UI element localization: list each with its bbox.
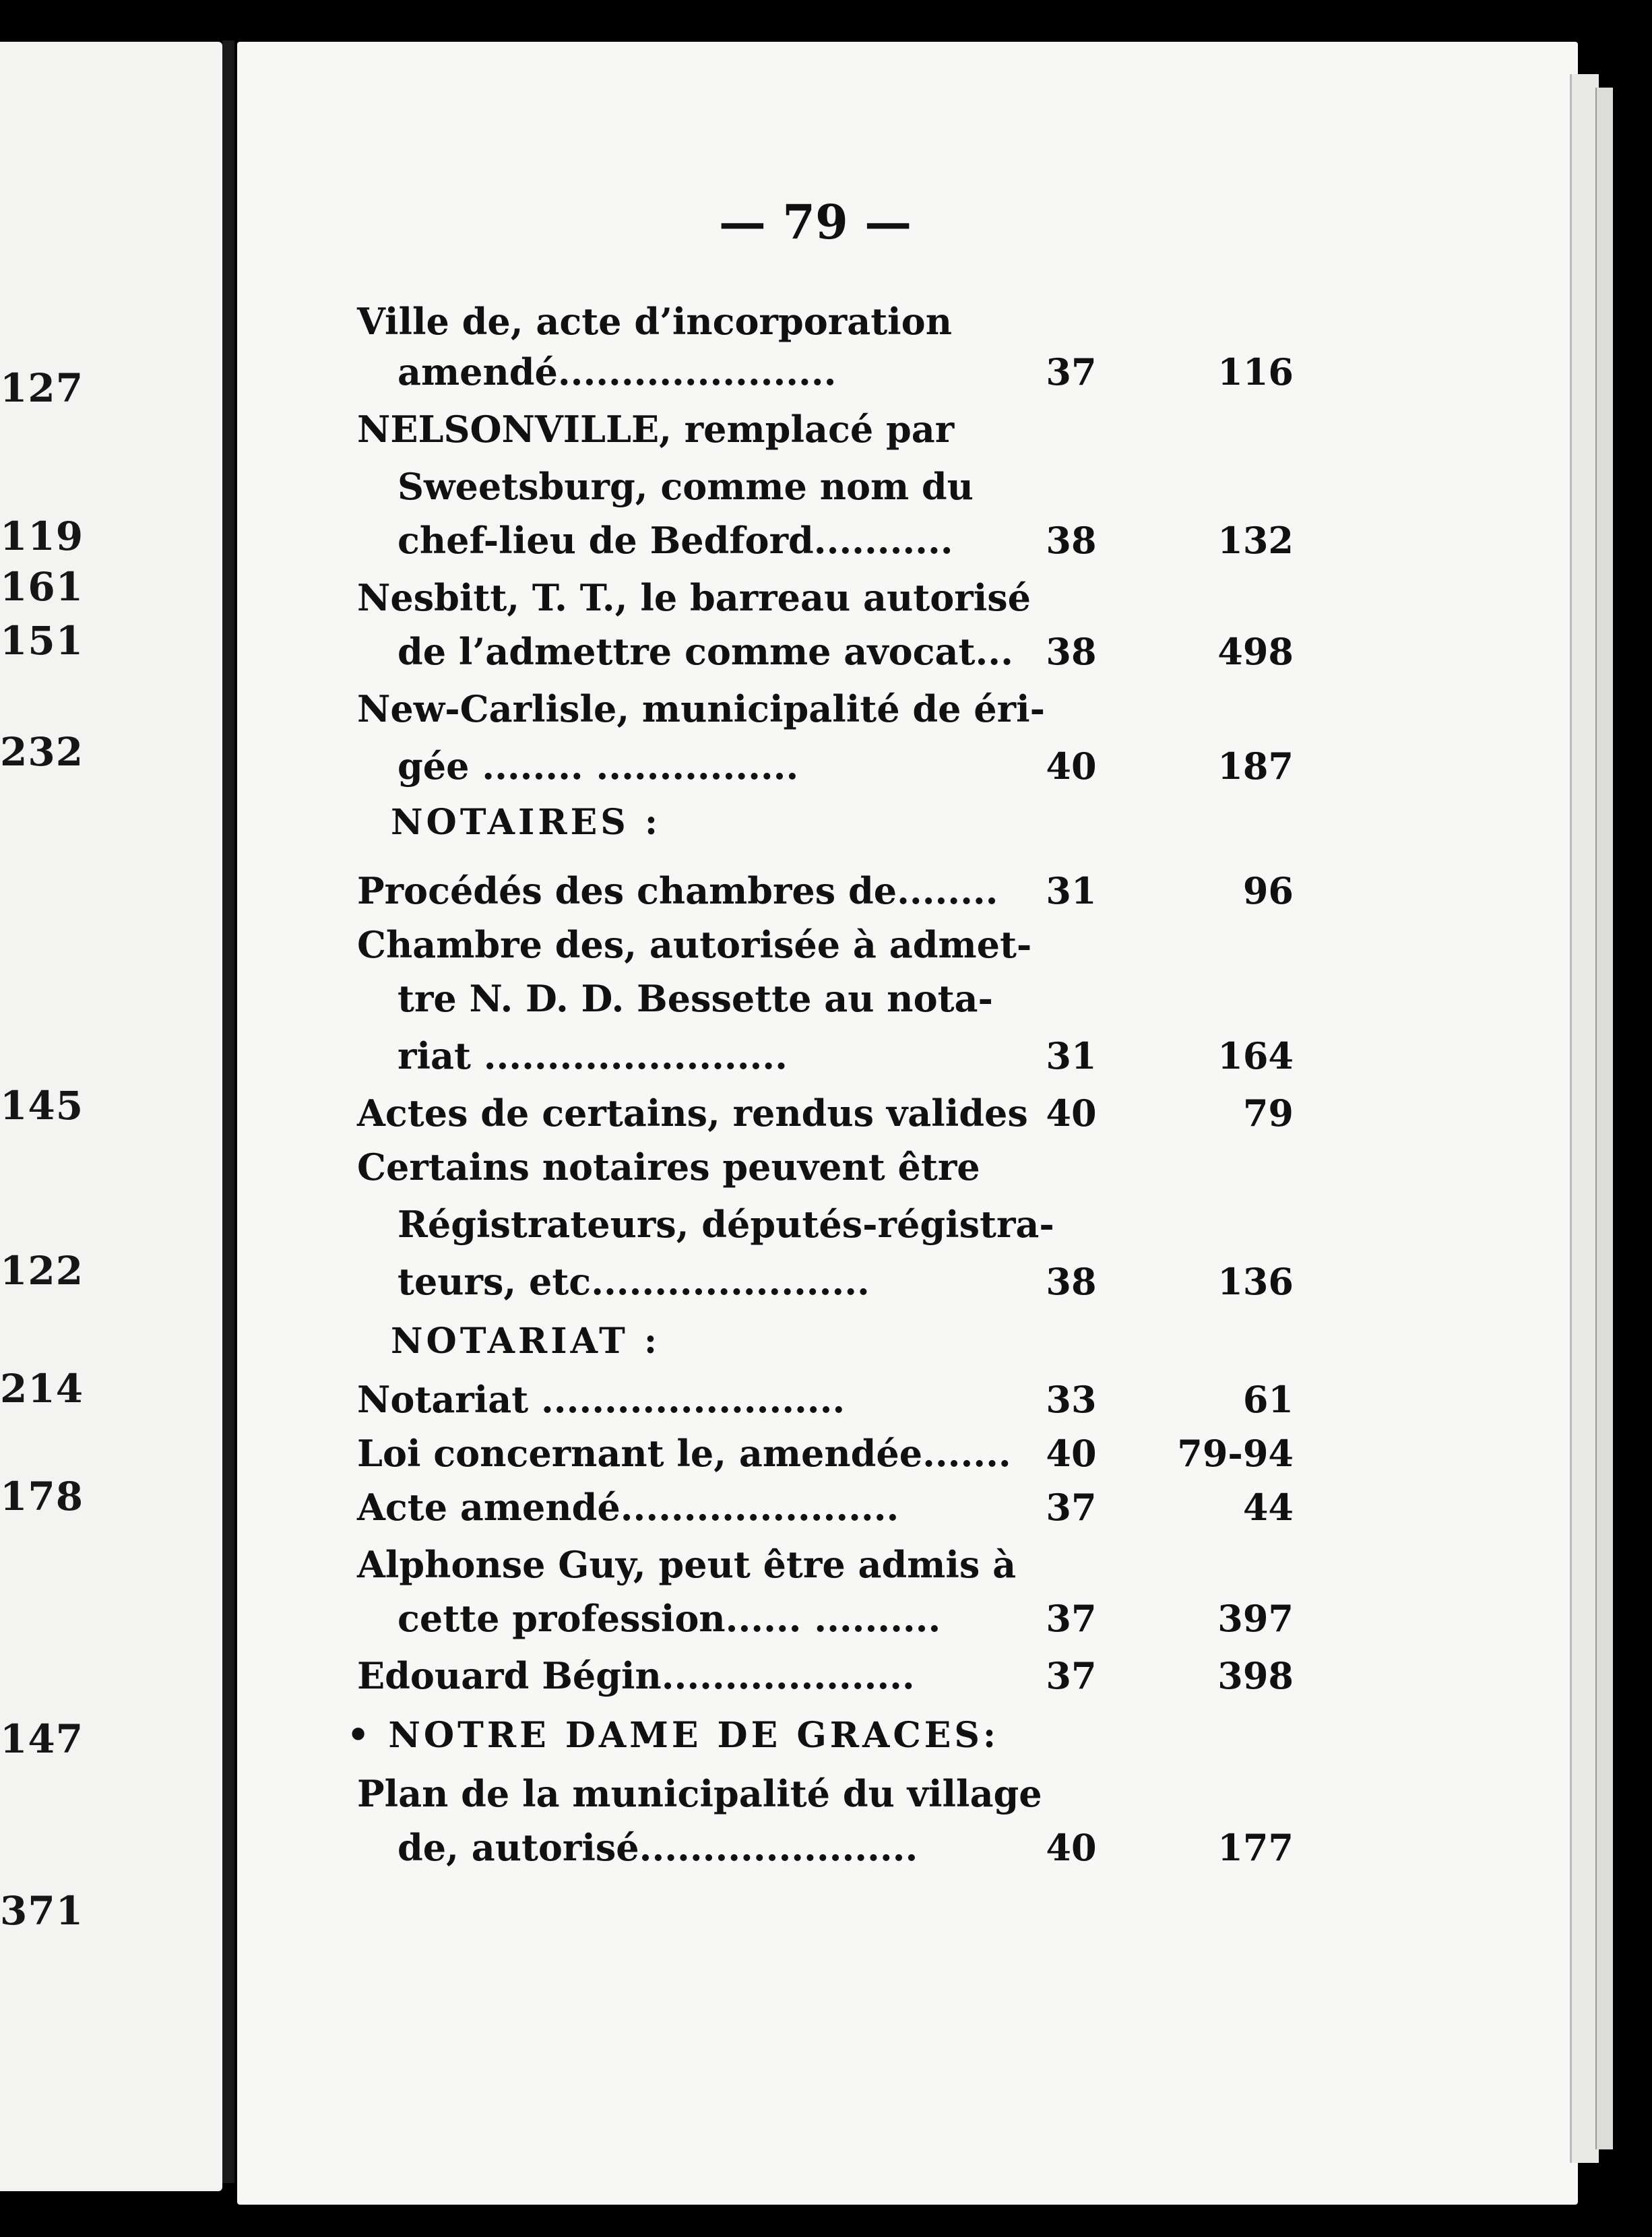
page-reference: 397 <box>1217 1597 1294 1640</box>
volume-number: 37 <box>1046 1597 1097 1640</box>
entry-text-line: chef-lieu de Bedford........... <box>398 519 953 562</box>
left-page-number: 214 <box>0 1366 84 1412</box>
entry-text-line: teurs, etc...................... <box>398 1260 870 1303</box>
left-page-number: 147 <box>0 1716 84 1762</box>
page-reference: 96 <box>1242 869 1294 912</box>
entry-text-line: gée ........ ................ <box>398 745 799 788</box>
entry-text-line: Edouard Bégin.................... <box>357 1654 915 1697</box>
entry-text-line: Sweetsburg, comme nom du <box>398 465 974 508</box>
entry-text-line: Actes de certains, rendus valides <box>357 1092 1028 1135</box>
page-edge <box>1570 74 1599 2163</box>
left-page-number: 232 <box>0 729 84 775</box>
volume-number: 37 <box>1046 350 1097 393</box>
page-reference: 116 <box>1217 350 1294 393</box>
entry-text-line: New-Carlisle, municipalité de éri- <box>357 687 1046 730</box>
volume-number: 31 <box>1046 1034 1097 1077</box>
page-reference: 79-94 <box>1177 1432 1294 1475</box>
entry-text-line: Loi concernant le, amendée....... <box>357 1432 1011 1475</box>
entry-text-line: riat ........................ <box>398 1034 788 1077</box>
volume-number: 40 <box>1046 1432 1097 1475</box>
entry-text-line: Plan de la municipalité du village <box>357 1772 1042 1815</box>
section-heading: • NOTRE DAME DE GRACES: <box>347 1715 1000 1756</box>
volume-number: 40 <box>1046 1092 1097 1135</box>
page-reference: 164 <box>1217 1034 1294 1077</box>
page-number: — 79 — <box>718 194 912 250</box>
entry-text-line: amendé...................... <box>398 350 837 393</box>
volume-number: 38 <box>1046 1260 1097 1303</box>
entry-text-line: Certains notaires peuvent être <box>357 1145 980 1189</box>
entry-text-line: Chambre des, autorisée à admet- <box>357 923 1032 966</box>
entry-text-line: de l’admettre comme avocat... <box>398 630 1013 673</box>
left-page-number: 145 <box>0 1083 84 1129</box>
book-gutter <box>222 40 234 2183</box>
volume-number: 40 <box>1046 745 1097 788</box>
entry-text-line: NELSONVILLE, remplacé par <box>357 408 955 451</box>
page-edge <box>1595 88 1613 2149</box>
page-reference: 132 <box>1217 519 1294 562</box>
volume-number: 37 <box>1046 1486 1097 1529</box>
entry-text-line: de, autorisé...................... <box>398 1826 918 1869</box>
volume-number: 33 <box>1046 1378 1097 1421</box>
page-reference: 177 <box>1217 1826 1294 1869</box>
page-reference: 136 <box>1217 1260 1294 1303</box>
entry-text-line: cette profession...... .......... <box>398 1597 941 1640</box>
entry-text-line: Procédés des chambres de........ <box>357 869 998 912</box>
entry-text-line: Nesbitt, T. T., le barreau autorisé <box>357 576 1031 619</box>
page-reference: 187 <box>1217 745 1294 788</box>
left-page-number: 161 <box>0 564 84 610</box>
section-heading: NOTARIAT : <box>391 1321 661 1362</box>
volume-number: 31 <box>1046 869 1097 912</box>
entry-text-line: Régistrateurs, députés-régistra- <box>398 1203 1054 1246</box>
left-page <box>0 42 222 2191</box>
left-page-number: 127 <box>0 365 84 411</box>
left-page-number: 119 <box>0 513 84 559</box>
left-page-number: 122 <box>0 1248 84 1294</box>
page-reference: 79 <box>1242 1092 1294 1135</box>
volume-number: 37 <box>1046 1654 1097 1697</box>
volume-number: 40 <box>1046 1826 1097 1869</box>
left-page-number: 178 <box>0 1474 84 1519</box>
entry-text-line: Notariat ........................ <box>357 1378 846 1421</box>
volume-number: 38 <box>1046 519 1097 562</box>
left-page-number: 371 <box>0 1888 84 1934</box>
page-reference: 398 <box>1217 1654 1294 1697</box>
page-reference: 61 <box>1242 1378 1294 1421</box>
entry-text-line: Alphonse Guy, peut être admis à <box>357 1543 1017 1586</box>
entry-text-line: tre N. D. D. Bessette au nota- <box>398 977 993 1020</box>
page-reference: 498 <box>1217 630 1294 673</box>
entry-text-line: Acte amendé...................... <box>357 1486 899 1529</box>
section-heading: NOTAIRES : <box>391 802 662 843</box>
entry-text-line: Ville de, acte d’incorporation <box>357 300 952 343</box>
left-page-number: 151 <box>0 618 84 664</box>
page-reference: 44 <box>1242 1486 1294 1529</box>
volume-number: 38 <box>1046 630 1097 673</box>
